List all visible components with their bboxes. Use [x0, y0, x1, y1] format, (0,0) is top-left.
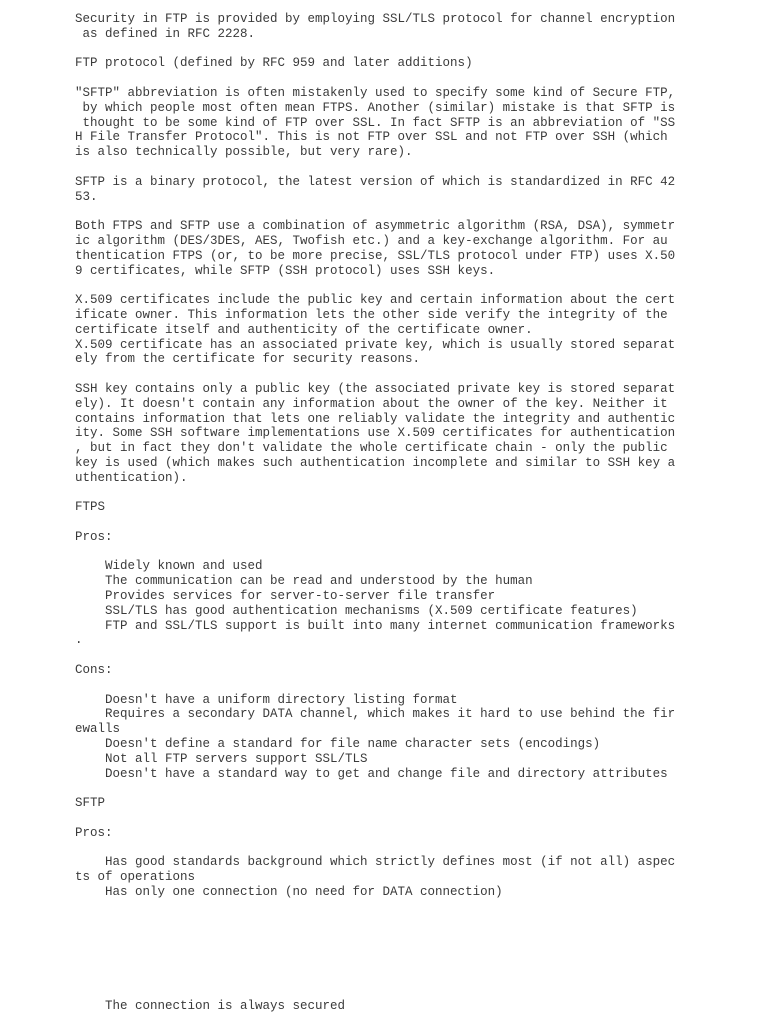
paragraph-sftp-abbreviation: "SFTP" abbreviation is often mistakenly used to specify some kind of Secure FTP, by which people most often mean FTPS. Another (similar) mistake is that SFTP is thought to be some kind of FTP over SSL. In fact SFTP is an abbreviation of "SS H File Transfer Protocol". This is not FTP over SSL and not FTP over SSH (which is also technically possible, but very rare). [75, 85, 676, 160]
subheading-sftp-pros: Pros: [75, 825, 113, 840]
list-ftps-cons: Doesn't have a uniform directory listing format Requires a secondary DATA channel, which makes it hard to use behind the fir ewalls Doesn't define a standard for file name character sets (encodings) Not all FTP servers support SSL/TLS Doesn't have a standard way to get and change file and directory attributes [75, 692, 676, 781]
paragraph-ssh-key: SSH key contains only a public key (the associated private key is stored separat ely). It doesn't contain any information about the owner of the key. Neither it contains information that lets one reliably validate the integrity and authentic ity. Some SSH software implementations use X.509 certificates for authentication , but in fact they don't validate the whole certificate chain - only the public key is used (which makes such authentication incomplete and similar to SSH key a uthentication). [75, 381, 676, 485]
paragraph-ftp-protocol: FTP protocol (defined by RFC 959 and later additions) [75, 56, 473, 71]
subheading-ftps-pros: Pros: [75, 529, 113, 544]
paragraph-algorithms: Both FTPS and SFTP use a combination of asymmetric algorithm (RSA, DSA), symmetr ic algorithm (DES/3DES, AES, Twofish etc.) and a key-exchange algorithm. For au thentication FTPS (or, to be more precise, SSL/TLS protocol under FTP) uses X.50 9 certificates, while SFTP (SSH protocol) uses SSH keys. [75, 219, 676, 278]
list-ftps-pros: Widely known and used The communication can be read and understood by the human Provides services for server-to-server file transfer SSL/TLS has good authentication mechanisms (X.509 certificate features) FTP and SSL/TLS support is built into many internet communication frameworks . [75, 559, 676, 648]
list-sftp-pros: Has good standards background which strictly defines most (if not all) aspec ts of operations Has only one connection (no need for DATA connection) [75, 855, 676, 900]
list-sftp-pros-continued: The connection is always secured [75, 998, 346, 1013]
section-heading-ftps: FTPS [75, 500, 106, 515]
paragraph-sftp-binary: SFTP is a binary protocol, the latest version of which is standardized in RFC 42 53. [75, 174, 676, 204]
document-body [75, 12, 765, 1014]
subheading-ftps-cons: Cons: [75, 663, 113, 678]
paragraph-x509: X.509 certificates include the public key and certain information about the cert ificate owner. This information lets the other side verify the integrity of the certificate itself and authenticity of the certificate owner. X.509 certificate has an associated private key, which is usually stored separat ely from the certificate for security reasons. [75, 293, 676, 367]
section-heading-sftp: SFTP [75, 796, 106, 811]
paragraph-ftp-security: Security in FTP is provided by employing SSL/TLS protocol for channel encryption as defined in RFC 2228. [75, 12, 676, 41]
